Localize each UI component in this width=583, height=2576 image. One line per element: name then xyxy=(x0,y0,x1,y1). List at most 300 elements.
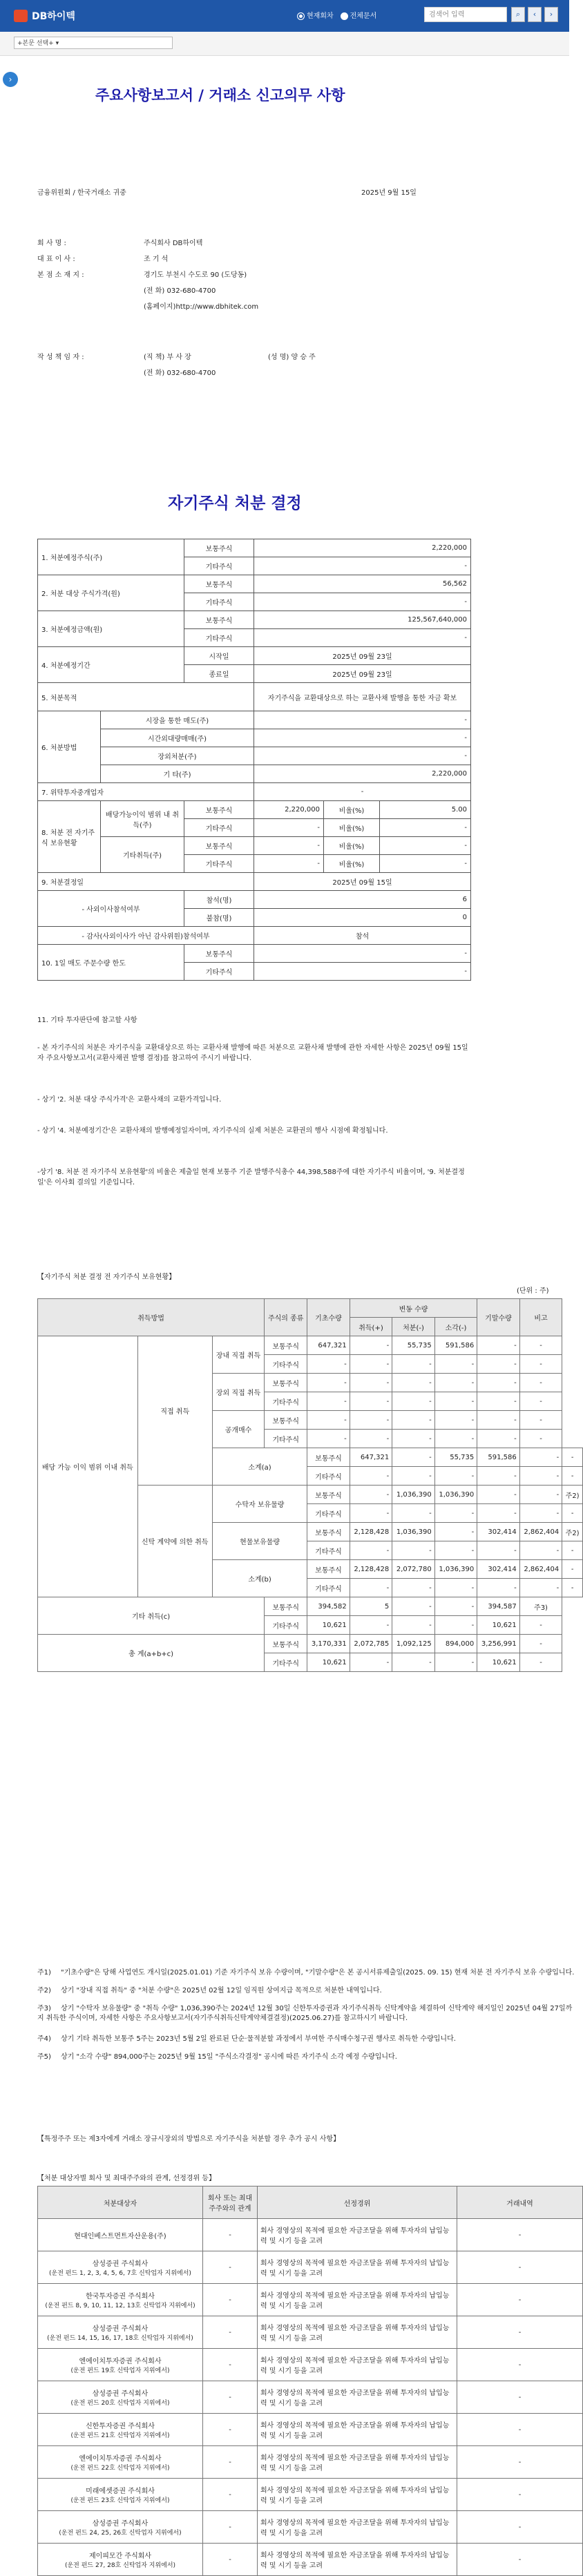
note-paragraph: - 본 자기주식의 처분은 자기주식을 교환대상으로 하는 교환사채 발행에 따른 처분으로 교환사채 발행에 관한 자세한 사항은 2025년 09월 15일자 주요사항보고서(교환사채권 발행 결정)를 참고하여 주시기 바랍니다. xyxy=(37,1044,468,1062)
cell: - xyxy=(254,711,471,729)
cell: 보통주식 xyxy=(265,1411,307,1430)
target-sub: (운전 펀드 14, 15, 16, 17, 18호 신탁업자 지위에서) xyxy=(47,2335,193,2342)
extra-cell: - xyxy=(457,2284,583,2316)
cell: 시간외대량매매(주) xyxy=(101,729,254,747)
relation-cell: - xyxy=(203,2349,258,2381)
cell: - xyxy=(350,1374,392,1392)
cell: - xyxy=(254,819,324,837)
col-header: 소각(-) xyxy=(434,1318,477,1336)
row-label: 5. 처분목적 xyxy=(38,683,254,711)
table-row xyxy=(38,2479,583,2511)
cell: - xyxy=(519,1635,562,1653)
targets-table xyxy=(37,2186,583,2576)
col-header: 변동 수량 xyxy=(350,1299,477,1318)
cell: 기타주식 xyxy=(307,1541,350,1560)
row-label: 8. 처분 전 자기주식 보유현황 xyxy=(38,801,101,873)
col-header: 처분대상자 xyxy=(38,2186,203,2219)
ceo-label: 대 표 이 사 : xyxy=(37,256,75,263)
cell: - xyxy=(562,1448,583,1467)
cell: - xyxy=(380,855,471,873)
cell: - xyxy=(392,1430,435,1448)
cell: - xyxy=(392,1579,435,1597)
cell: 55,735 xyxy=(392,1336,435,1355)
table-row xyxy=(38,2381,583,2414)
table-row xyxy=(38,1336,583,1355)
footnote-text: 상기 기타 취득한 보통주 5주는 2023년 5월 2일 완료된 단순·물적분할 과정에서 부여한 주식매수청구권 행사로 취득한 수량입니다. xyxy=(61,2035,456,2043)
target-name: 삼성증권 주식회사 xyxy=(92,2520,149,2528)
app-logo[interactable] xyxy=(14,9,75,23)
cell: - xyxy=(519,1411,562,1430)
cell: 종료일 xyxy=(184,665,254,683)
cell: - xyxy=(434,1374,477,1392)
cell: - xyxy=(477,1541,520,1560)
cell: - xyxy=(307,1392,350,1411)
cell: - xyxy=(434,1579,477,1597)
cell: - xyxy=(392,1467,435,1486)
cell: 보통주식 xyxy=(307,1486,350,1504)
target-sub: (운전 펀드 24, 25, 26호 신탁업자 지위에서) xyxy=(59,2530,182,2537)
cell: - xyxy=(392,1448,435,1467)
col-header: 기말수량 xyxy=(477,1299,520,1336)
cell: 302,414 xyxy=(477,1560,520,1579)
extra-cell: - xyxy=(457,2349,583,2381)
cell: - xyxy=(477,1504,520,1523)
cell: - xyxy=(434,1523,477,1541)
top-bar xyxy=(0,0,569,32)
cell: - xyxy=(350,1486,392,1504)
cell: - xyxy=(519,1504,562,1523)
cell: - xyxy=(519,1653,562,1672)
cell: 56,562 xyxy=(254,575,471,593)
table-row xyxy=(38,2316,583,2349)
cell: 302,414 xyxy=(477,1523,520,1541)
extra-cell: - xyxy=(457,2544,583,2576)
logo-text: DB하이텍 xyxy=(32,11,75,22)
responsible-position: (직 책) 부 사 장 xyxy=(144,354,191,361)
cell: - xyxy=(254,855,324,873)
cell: - xyxy=(434,1616,477,1635)
cell: - xyxy=(392,1504,435,1523)
cell: 참석(명) xyxy=(184,891,254,909)
cell: - xyxy=(392,1374,435,1392)
cell: - xyxy=(477,1355,520,1374)
note-paragraph: - 상기 '4. 처분예정기간'은 교환사채의 발행예정일자이며, 자기주식의 실제 처분은 교환권의 행사 시점에 확정됩니다. xyxy=(37,1127,388,1135)
cell: 591,586 xyxy=(434,1336,477,1355)
cell: - xyxy=(477,1411,520,1430)
table-row xyxy=(38,2511,583,2544)
cell: 3,170,331 xyxy=(307,1635,350,1653)
footnote-key: 주5) xyxy=(37,2053,51,2061)
cell: - xyxy=(350,1467,392,1486)
cell: - xyxy=(254,945,471,963)
reason-cell: 회사 경영상의 목적에 필요한 자금조달을 위해 투자자의 납입능력 및 시기 등을 고려 xyxy=(258,2479,457,2511)
cell: - xyxy=(562,1560,583,1579)
cell: - xyxy=(254,747,471,765)
footnote-key: 주4) xyxy=(37,2035,51,2043)
cell: 시작일 xyxy=(184,647,254,665)
extra-cell: - xyxy=(457,2511,583,2544)
target-name: 미래에셋증권 주식회사 xyxy=(86,2488,155,2495)
cell: 보통주식 xyxy=(184,575,254,593)
cell: 보통주식 xyxy=(307,1523,350,1541)
search-button[interactable] xyxy=(511,7,525,22)
cell: 125,567,640,000 xyxy=(254,611,471,629)
table-row xyxy=(38,1597,583,1616)
cell: - xyxy=(254,557,471,575)
relation-cell: - xyxy=(203,2316,258,2349)
row-label: 장외 직접 취득 xyxy=(212,1374,264,1411)
footnote-text: 상기 "장내 직접 취득" 중 "처분 수량"은 2025년 02월 12일 임직원 상여지급 목적으로 처분한 내역입니다. xyxy=(61,1987,382,1995)
cell: - xyxy=(434,1430,477,1448)
target-name: 삼성증권 주식회사 xyxy=(92,2260,149,2268)
reason-cell: 회사 경영상의 목적에 필요한 자금조달을 위해 투자자의 납입능력 및 시기 등을 고려 xyxy=(258,2219,457,2251)
cell: 5.00 xyxy=(380,801,471,819)
target-sub: (운전 펀드 20호 신탁업자 지위에서) xyxy=(70,2400,170,2407)
target-name: 제이피모간 주식회사 xyxy=(88,2553,152,2560)
cell: - xyxy=(307,1430,350,1448)
row-label: 직접 취득 xyxy=(137,1336,212,1486)
section-title: 자기주식 처분 결정 xyxy=(168,494,302,512)
target-sub: (운전 펀드 8, 9, 10, 11, 12, 13호 신탁업자 지위에서) xyxy=(45,2303,195,2309)
cell: 보통주식 xyxy=(184,837,254,855)
cell: 기타주식 xyxy=(265,1616,307,1635)
cell: - xyxy=(254,783,471,801)
cell: - xyxy=(350,1541,392,1560)
cell: 591,586 xyxy=(477,1448,520,1467)
targets-title: 【처분 대상자별 회사 및 최대주주와의 관계, 선정경위 등】 xyxy=(37,2175,216,2182)
footnote-text: "기초수량"은 당해 사업연도 개시일(2025.01.01) 기준 자기주식 보유 수량이며, "기말수량"은 본 공시서류제출일(2025. 09. 15) 현재 처분 전 자기주식 보유 수량입니다. xyxy=(61,1969,575,1977)
row-label: 장내 직접 취득 xyxy=(212,1336,264,1374)
note-paragraph: - 상기 '2. 처분 대상 주식가격'은 교환사채의 교환가격입니다. xyxy=(37,1096,222,1104)
cell: 기타주식 xyxy=(265,1355,307,1374)
cell: - xyxy=(350,1355,392,1374)
footnote xyxy=(37,1986,576,1996)
cell: 시장을 통한 매도(주) xyxy=(101,711,254,729)
cell: - xyxy=(254,963,471,981)
col-header: 거래내역 xyxy=(457,2186,583,2219)
cell: 기타주식 xyxy=(184,557,254,575)
cell: 2025년 09월 23일 xyxy=(254,647,471,665)
scope-current[interactable] xyxy=(297,10,334,20)
cell: - xyxy=(519,1541,562,1560)
reason-cell: 회사 경영상의 목적에 필요한 자금조달을 위해 투자자의 납입능력 및 시기 등을 고려 xyxy=(258,2381,457,2414)
cell: - xyxy=(380,819,471,837)
company-name: 주식회사 DB하이텍 xyxy=(144,240,203,247)
reason-cell: 회사 경영상의 목적에 필요한 자금조달을 위해 투자자의 납입능력 및 시기 등을 고려 xyxy=(258,2544,457,2576)
cell: 비율(%) xyxy=(324,855,380,873)
table-row xyxy=(38,2544,583,2576)
footnote xyxy=(37,2053,576,2062)
doc-toolbar xyxy=(0,32,569,56)
cell: 2,862,404 xyxy=(519,1523,562,1541)
search-input[interactable]: 검색어 입력 xyxy=(424,7,507,22)
cell: 1,036,390 xyxy=(434,1486,477,1504)
cell: 보통주식 xyxy=(184,539,254,557)
row-label: 현물보유물량 xyxy=(212,1523,307,1560)
target-sub: (운전 펀드 21호 신탁업자 지위에서) xyxy=(70,2432,170,2439)
row-label: 4. 처분예정기간 xyxy=(38,647,184,683)
extra-cell: - xyxy=(457,2316,583,2349)
relation-cell: - xyxy=(203,2544,258,2576)
cell: 기타취득(주) xyxy=(101,837,184,873)
company-label: 회 사 명 : xyxy=(37,240,66,247)
cell: 비율(%) xyxy=(324,801,380,819)
cell: 1,036,390 xyxy=(392,1523,435,1541)
cell: - xyxy=(562,1504,583,1523)
target-name: 삼성증권 주식회사 xyxy=(92,2390,149,2398)
cell: 기타주식 xyxy=(184,855,254,873)
cell: 2,220,000 xyxy=(254,765,471,783)
target-cell xyxy=(38,2414,203,2446)
col-header: 처분(-) xyxy=(392,1318,435,1336)
target-sub: (운전 펀드 23호 신탁업자 지위에서) xyxy=(70,2497,170,2504)
cell: 보통주식 xyxy=(265,1374,307,1392)
recipients: 금융위원회 / 한국거래소 귀중 xyxy=(37,189,126,197)
footnote-key: 주2) xyxy=(37,1987,51,1995)
cell: 647,321 xyxy=(307,1336,350,1355)
special-disclosure-title: 【특정주주 또는 제3자에게 거래소 장규시장외의 방법으로 자기주식을 처분할 경우 추가 공시 사항】 xyxy=(37,2135,341,2143)
cell: - xyxy=(519,1579,562,1597)
target-name: 현대인베스트먼트자산운용(주) xyxy=(74,2232,166,2240)
cell: - xyxy=(254,837,324,855)
footnote xyxy=(37,2004,576,2024)
cell: - xyxy=(392,1355,435,1374)
document-body xyxy=(19,55,580,2571)
cell: - xyxy=(434,1541,477,1560)
cell: 0 xyxy=(254,909,471,927)
cell: - xyxy=(519,1336,562,1355)
cell: - xyxy=(434,1467,477,1486)
cell: 자기주식을 교환대상으로 하는 교환사채 발행을 통한 자금 확보 xyxy=(254,683,471,711)
row-label: 10. 1일 매도 주문수량 한도 xyxy=(38,945,184,981)
cell: - xyxy=(477,1486,520,1504)
target-name: 엔에이치투자증권 주식회사 xyxy=(79,2455,162,2463)
cell: 보통주식 xyxy=(307,1560,350,1579)
cell: - xyxy=(434,1653,477,1672)
search-scope xyxy=(297,10,376,20)
reason-cell: 회사 경영상의 목적에 필요한 자금조달을 위해 투자자의 납입능력 및 시기 등을 고려 xyxy=(258,2511,457,2544)
cell: - xyxy=(434,1597,477,1616)
cell: 647,321 xyxy=(350,1448,392,1467)
cell: 주2) xyxy=(562,1523,583,1541)
cell: 394,587 xyxy=(477,1597,520,1616)
reason-cell: 회사 경영상의 목적에 필요한 자금조달을 위해 투자자의 납입능력 및 시기 등을 고려 xyxy=(258,2349,457,2381)
scope-all[interactable] xyxy=(341,10,377,20)
cell: - xyxy=(392,1653,435,1672)
row-label: 3. 처분예정금액(원) xyxy=(38,611,184,647)
cell: - xyxy=(392,1411,435,1430)
table-row xyxy=(38,2446,583,2479)
target-cell xyxy=(38,2219,203,2251)
cell: 보통주식 xyxy=(265,1635,307,1653)
cell: 참석 xyxy=(254,927,471,945)
cell: - xyxy=(392,1597,435,1616)
reason-cell: 회사 경영상의 목적에 필요한 자금조달을 위해 투자자의 납입능력 및 시기 등을 고려 xyxy=(258,2284,457,2316)
table-row xyxy=(38,2219,583,2251)
cell: 기타주식 xyxy=(184,963,254,981)
row-label: 소계(b) xyxy=(212,1560,307,1597)
holdings-table xyxy=(37,1298,583,1672)
cell: - xyxy=(392,1616,435,1635)
row-label: 신탁 계약에 의한 취득 xyxy=(137,1486,212,1597)
cell: - xyxy=(350,1616,392,1635)
target-cell xyxy=(38,2544,203,2576)
cell: 2,128,428 xyxy=(350,1523,392,1541)
target-cell xyxy=(38,2316,203,2349)
cell: - xyxy=(434,1411,477,1430)
target-name: 삼성증권 주식회사 xyxy=(92,2325,149,2333)
cell: - xyxy=(434,1392,477,1411)
cell: 기타주식 xyxy=(307,1579,350,1597)
cell: - xyxy=(477,1579,520,1597)
cell: 1,036,390 xyxy=(434,1560,477,1579)
extra-cell: - xyxy=(457,2251,583,2284)
holdings-title: 【자기주식 처분 결정 전 자기주식 보유현황】 xyxy=(37,1273,176,1281)
cell: 2,128,428 xyxy=(350,1560,392,1579)
cell: 기타주식 xyxy=(265,1653,307,1672)
col-header: 취득(+) xyxy=(350,1318,392,1336)
cell: - xyxy=(477,1374,520,1392)
cell: 기타주식 xyxy=(307,1467,350,1486)
col-header: 취득방법 xyxy=(38,1299,265,1336)
page-title: 주요사항보고서 / 거래소 신고의무 사항 xyxy=(95,86,345,104)
cell: 장외처분(주) xyxy=(101,747,254,765)
cell: - xyxy=(434,1504,477,1523)
reason-cell: 회사 경영상의 목적에 필요한 자금조달을 위해 투자자의 납입능력 및 시기 등을 고려 xyxy=(258,2414,457,2446)
cell: 1,092,125 xyxy=(392,1635,435,1653)
cell: 2025년 09월 23일 xyxy=(254,665,471,683)
target-name: 한국투자증권 주식회사 xyxy=(86,2293,155,2300)
unit-label: (단위 : 주) xyxy=(517,1287,549,1295)
cell: - xyxy=(519,1467,562,1486)
cell: - xyxy=(350,1411,392,1430)
relation-cell: - xyxy=(203,2381,258,2414)
relation-cell: - xyxy=(203,2284,258,2316)
extra-cell: - xyxy=(457,2219,583,2251)
cell: 주3) xyxy=(519,1597,562,1616)
target-cell xyxy=(38,2284,203,2316)
cell: 2,072,780 xyxy=(392,1560,435,1579)
ceo-name: 조 기 석 xyxy=(144,256,169,263)
cell: - xyxy=(519,1374,562,1392)
prev-button[interactable] xyxy=(528,7,542,22)
cell: 보통주식 xyxy=(307,1448,350,1467)
cell: - xyxy=(477,1467,520,1486)
cell: - xyxy=(254,729,471,747)
next-button[interactable] xyxy=(544,7,558,22)
responsible-name: (성 명) 양 승 주 xyxy=(268,354,316,361)
reason-cell: 회사 경영상의 목적에 필요한 자금조달을 위해 투자자의 납입능력 및 시기 등을 고려 xyxy=(258,2446,457,2479)
cell: - xyxy=(519,1355,562,1374)
search-icon: ⌕ xyxy=(515,10,521,19)
cell: - xyxy=(519,1486,562,1504)
cell: - xyxy=(392,1392,435,1411)
target-name: 엔에이치투자증권 주식회사 xyxy=(79,2358,162,2365)
cell: 10,621 xyxy=(477,1653,520,1672)
chevron-right-icon: › xyxy=(549,10,553,19)
doc-select-label: +본문 선택+ xyxy=(17,40,54,47)
cell: 6 xyxy=(254,891,471,909)
cell: - xyxy=(307,1355,350,1374)
cell: 10,621 xyxy=(307,1653,350,1672)
table-row xyxy=(38,2414,583,2446)
col-header: 선정경위 xyxy=(258,2186,457,2219)
row-label: 총 계(a+b+c) xyxy=(38,1635,265,1672)
cell: 기타주식 xyxy=(265,1392,307,1411)
radio-icon xyxy=(297,12,305,20)
logo-icon xyxy=(14,10,28,22)
relation-cell: - xyxy=(203,2511,258,2544)
disposal-table xyxy=(37,539,471,981)
cell: - xyxy=(307,1374,350,1392)
responsible-label: 작 성 책 임 자 : xyxy=(37,354,84,361)
target-cell xyxy=(38,2511,203,2544)
footnote xyxy=(37,1968,576,1978)
cell: - xyxy=(477,1336,520,1355)
sidebar-toggle[interactable] xyxy=(3,72,18,87)
extra-cell: - xyxy=(457,2414,583,2446)
footnote-key: 주3) xyxy=(37,2005,51,2012)
chevron-right-icon: › xyxy=(8,75,12,84)
row-label: 2. 처분 대상 주식가격(원) xyxy=(38,575,184,611)
cell: 기타주식 xyxy=(307,1504,350,1523)
footnote-text: 상기 "수탁자 보유물량" 중 "취득 수량" 1,036,390주는 2024년 12월 30일 신한투자증권과 자기주식취득 신탁계약을 체결하여 신탁계약 해지일인 2025년 04월 27일까지 취득한 주식이며, 자세한 사항은 주요사항보고서(자기주식취득신탁계약체결결정)(2025.06.27)를 참고하시기 바랍니다. xyxy=(37,2005,573,2022)
target-name: 신한투자증권 주식회사 xyxy=(86,2423,155,2430)
address-label: 본 점 소 재 지 : xyxy=(37,271,84,279)
cell: - xyxy=(307,1411,350,1430)
cell: - xyxy=(350,1579,392,1597)
doc-section-select[interactable]: +본문 선택+ ▾ xyxy=(14,37,173,49)
reason-cell: 회사 경영상의 목적에 필요한 자금조달을 위해 투자자의 납입능력 및 시기 등을 고려 xyxy=(258,2316,457,2349)
phone: (전 화) 032-680-4700 xyxy=(144,287,216,295)
homepage-link[interactable]: (홈페이지)http://www.dbhitek.com xyxy=(144,303,259,311)
cell: 보통주식 xyxy=(184,611,254,629)
relation-cell: - xyxy=(203,2219,258,2251)
extra-cell: - xyxy=(457,2446,583,2479)
cell: 2,220,000 xyxy=(254,539,471,557)
cell: - xyxy=(519,1616,562,1635)
cell: 기타주식 xyxy=(184,629,254,647)
row-label: 공개매수 xyxy=(212,1411,264,1448)
target-cell xyxy=(38,2446,203,2479)
cell: 보통주식 xyxy=(184,801,254,819)
table-row xyxy=(38,2349,583,2381)
table-row xyxy=(38,2284,583,2316)
cell: - xyxy=(380,837,471,855)
col-header: 회사 또는 최대주주와의 관계 xyxy=(203,2186,258,2219)
cell: 894,000 xyxy=(434,1635,477,1653)
cell: - xyxy=(254,593,471,611)
col-header: 주식의 종류 xyxy=(265,1299,307,1336)
note-heading: 11. 기타 투자판단에 참고할 사항 xyxy=(37,1017,137,1024)
extra-cell: - xyxy=(457,2381,583,2414)
cell: 1,036,390 xyxy=(392,1486,435,1504)
cell: 비율(%) xyxy=(324,837,380,855)
cell: 2,072,785 xyxy=(350,1635,392,1653)
cell: 기타주식 xyxy=(265,1430,307,1448)
cell: - xyxy=(562,1579,583,1597)
target-sub: (운전 펀드 19호 신탁업자 지위에서) xyxy=(70,2367,170,2374)
row-label: - 사외이사참석여부 xyxy=(38,891,184,927)
cell: - xyxy=(562,1541,583,1560)
col-header: 기초수량 xyxy=(307,1299,350,1336)
cell: 배당가능이익 범위 내 취득(주) xyxy=(101,801,184,837)
cell: - xyxy=(519,1430,562,1448)
footnote-text: 상기 "소각 수량" 894,000주는 2025년 9월 15일 "주식소각결정" 공시에 따른 자기주식 소각 예정 수량입니다. xyxy=(61,2053,397,2061)
report-date: 2025년 9월 15일 xyxy=(361,189,417,197)
cell: 기타주식 xyxy=(184,593,254,611)
cell: 10,621 xyxy=(477,1616,520,1635)
